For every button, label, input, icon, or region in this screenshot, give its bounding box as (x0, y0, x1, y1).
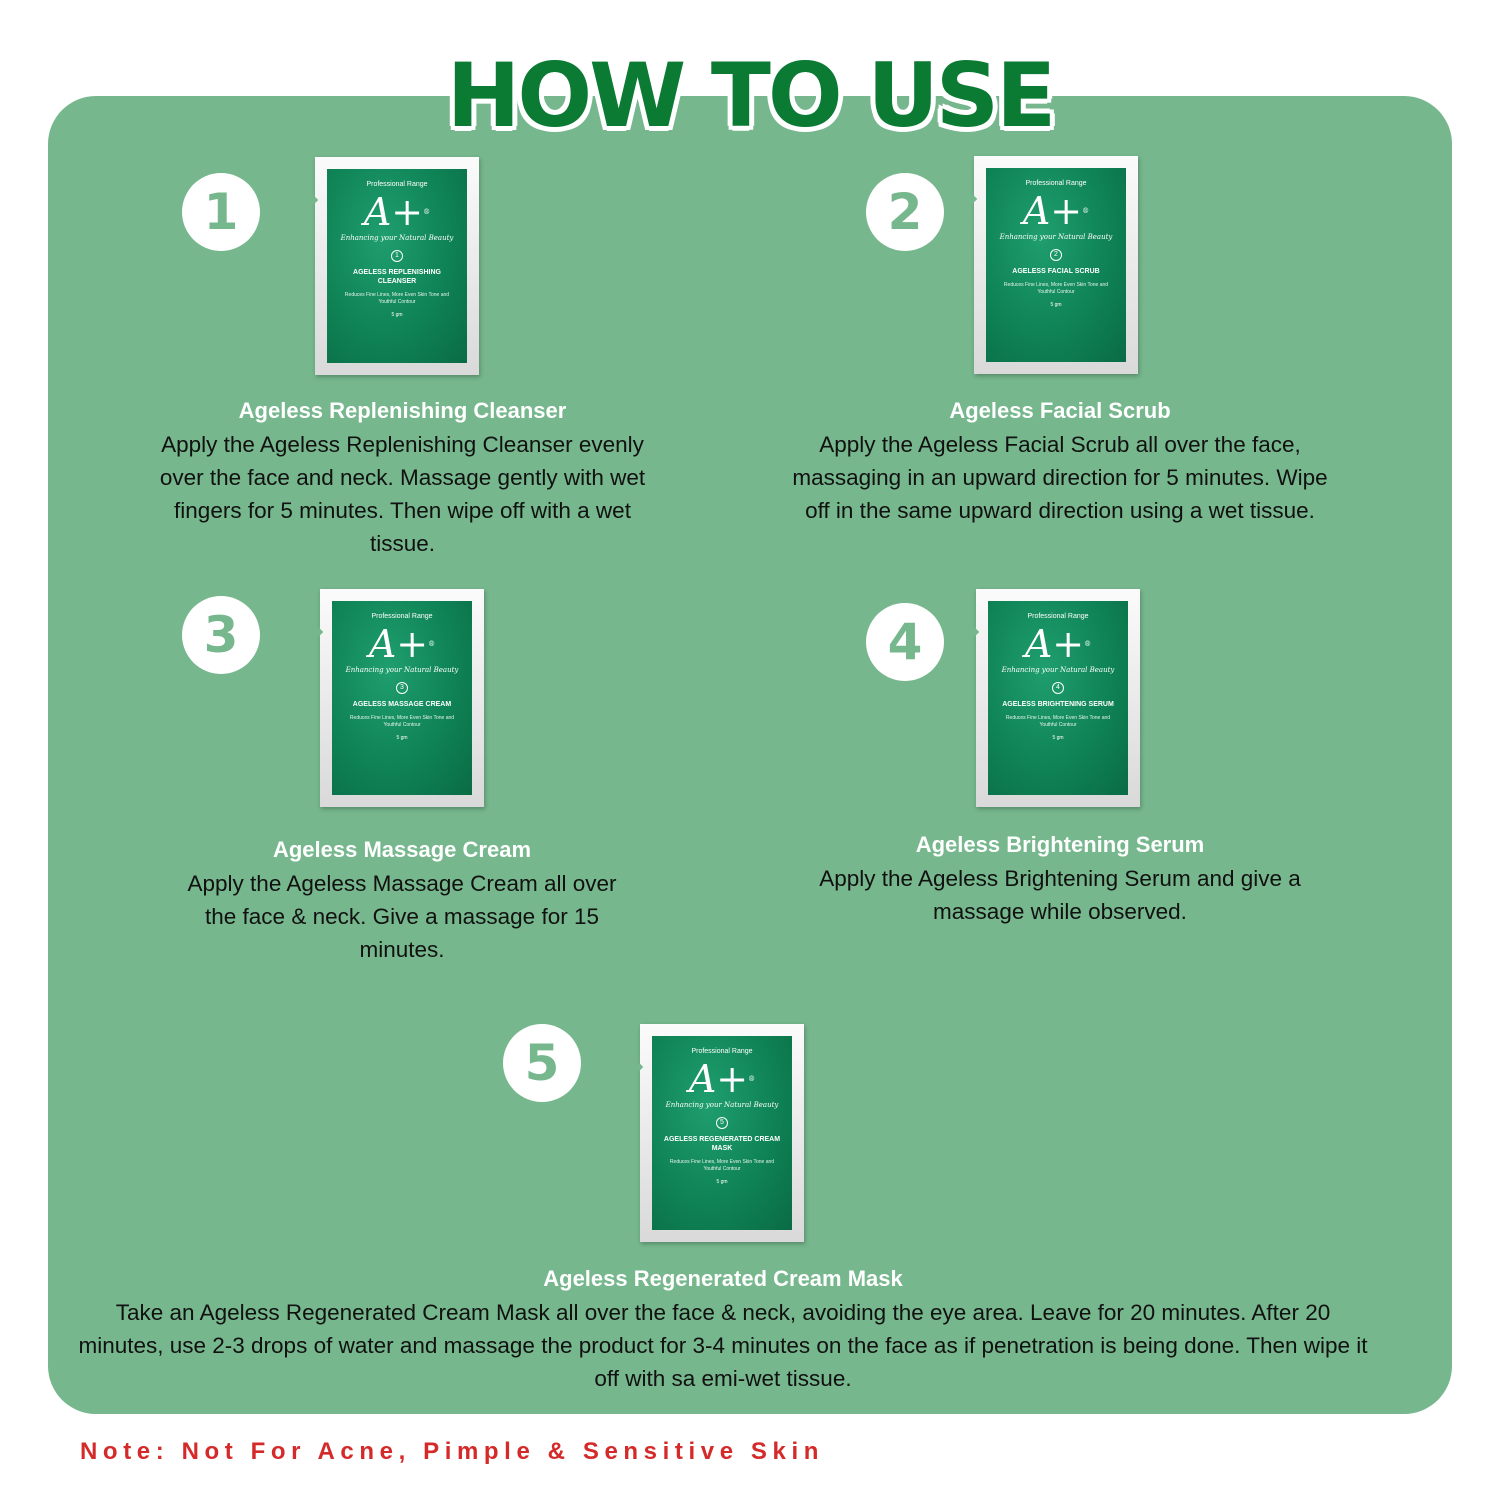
step-2-description (780, 394, 1340, 527)
step-3-number-badge: 3 (182, 596, 260, 674)
step-3-sachet-image (320, 589, 484, 807)
step-2-heading: Ageless Facial Scrub (949, 398, 1171, 423)
step-1-description (150, 394, 655, 560)
brand-logo: A+® (368, 622, 436, 666)
sachet-weight: 5 gm (391, 312, 403, 318)
sachet-claim: Reduces Fine Lines, More Even Skin Tone and Youthful Contour (349, 715, 455, 728)
step-2-text: Apply the Ageless Facial Scrub all over the face, massaging in an upward direction for 5 minutes. Wipe off in the same upward direction using a wet tissue. (792, 432, 1328, 523)
sachet-step-icon: 5 (716, 1117, 728, 1129)
step-1-number-badge: 1 (182, 173, 260, 251)
sachet-claim: Reduces Fine Lines, More Even Skin Tone and Youthful Contour (1003, 282, 1109, 295)
step-5-description (78, 1262, 1368, 1395)
step-4-sachet-image (976, 589, 1140, 807)
step-2-sachet-image (974, 156, 1138, 374)
sachet-range-text: Professional Range (1027, 613, 1089, 620)
sachet-range-text: Professional Range (691, 1048, 753, 1055)
sachet-tagline: Enhancing your Natural Beauty (999, 233, 1113, 241)
sachet-product-label: AGELESS BRIGHTENING SERUM (1002, 701, 1114, 708)
sachet-weight: 5 gm (716, 1179, 728, 1185)
step-1-sachet-image (315, 157, 479, 375)
sachet-step-icon: 1 (391, 250, 403, 262)
sachet-tagline: Enhancing your Natural Beauty (340, 234, 454, 242)
step-4-number-badge: 4 (866, 603, 944, 681)
sachet-step-icon: 4 (1052, 682, 1064, 694)
sachet-tagline: Enhancing your Natural Beauty (345, 666, 459, 674)
sachet-claim: Reduces Fine Lines, More Even Skin Tone and Youthful Contour (344, 292, 450, 305)
step-2-number-badge: 2 (866, 173, 944, 251)
brand-logo: A+® (688, 1057, 756, 1101)
step-5-sachet-image (640, 1024, 804, 1242)
step-1-heading: Ageless Replenishing Cleanser (238, 398, 567, 423)
sachet-weight: 5 gm (396, 735, 408, 741)
step-5-text: Take an Ageless Regenerated Cream Mask all over the face & neck, avoiding the eye area. Leave for 20 minutes. After 20 minutes, use 2-3 drops of water and massage the product for 3-4 minutes on the face as if penetration is being done. Then wipe it off with sa emi-wet tissue. (78, 1300, 1368, 1391)
sachet-weight: 5 gm (1050, 302, 1062, 308)
sachet-claim: Reduces Fine Lines, More Even Skin Tone and Youthful Contour (669, 1159, 775, 1172)
sachet-tagline: Enhancing your Natural Beauty (665, 1101, 779, 1109)
sensitivity-note: Note: Not For Acne, Pimple & Sensitive Skin (80, 1438, 825, 1465)
sachet-tagline: Enhancing your Natural Beauty (1001, 666, 1115, 674)
step-3-description (182, 833, 622, 966)
step-4-heading: Ageless Brightening Serum (915, 832, 1205, 857)
sachet-step-icon: 2 (1050, 249, 1062, 261)
sachet-product-label: AGELESS REPLENISHING CLEANSER (353, 269, 441, 285)
sachet-product-label: AGELESS FACIAL SCRUB (1012, 268, 1100, 275)
step-1-text: Apply the Ageless Replenishing Cleanser evenly over the face and neck. Massage gently with wet fingers for 5 minutes. Then wipe off with a wet tissue. (159, 432, 646, 556)
step-4-description (780, 828, 1340, 928)
step-5-number-badge: 5 (503, 1024, 581, 1102)
brand-logo: A+® (363, 190, 431, 234)
sachet-range-text: Professional Range (366, 181, 428, 188)
page-title: HOW TO USE (446, 44, 1054, 147)
brand-logo: A+® (1022, 189, 1090, 233)
sachet-product-label: AGELESS REGENERATED CREAM MASK (663, 1136, 781, 1152)
sachet-range-text: Professional Range (371, 613, 433, 620)
sachet-weight: 5 gm (1052, 735, 1064, 741)
sachet-step-icon: 3 (396, 682, 408, 694)
sachet-product-label: AGELESS MASSAGE CREAM (352, 701, 452, 708)
step-5-heading: Ageless Regenerated Cream Mask (543, 1266, 903, 1291)
step-3-text: Apply the Ageless Massage Cream all over the face & neck. Give a massage for 15 minutes. (187, 871, 617, 962)
step-3-heading: Ageless Massage Cream (272, 837, 532, 862)
brand-logo: A+® (1024, 622, 1092, 666)
sachet-claim: Reduces Fine Lines, More Even Skin Tone and Youthful Contour (1005, 715, 1111, 728)
sachet-range-text: Professional Range (1025, 180, 1087, 187)
step-4-text: Apply the Ageless Brightening Serum and give a massage while observed. (819, 866, 1301, 924)
